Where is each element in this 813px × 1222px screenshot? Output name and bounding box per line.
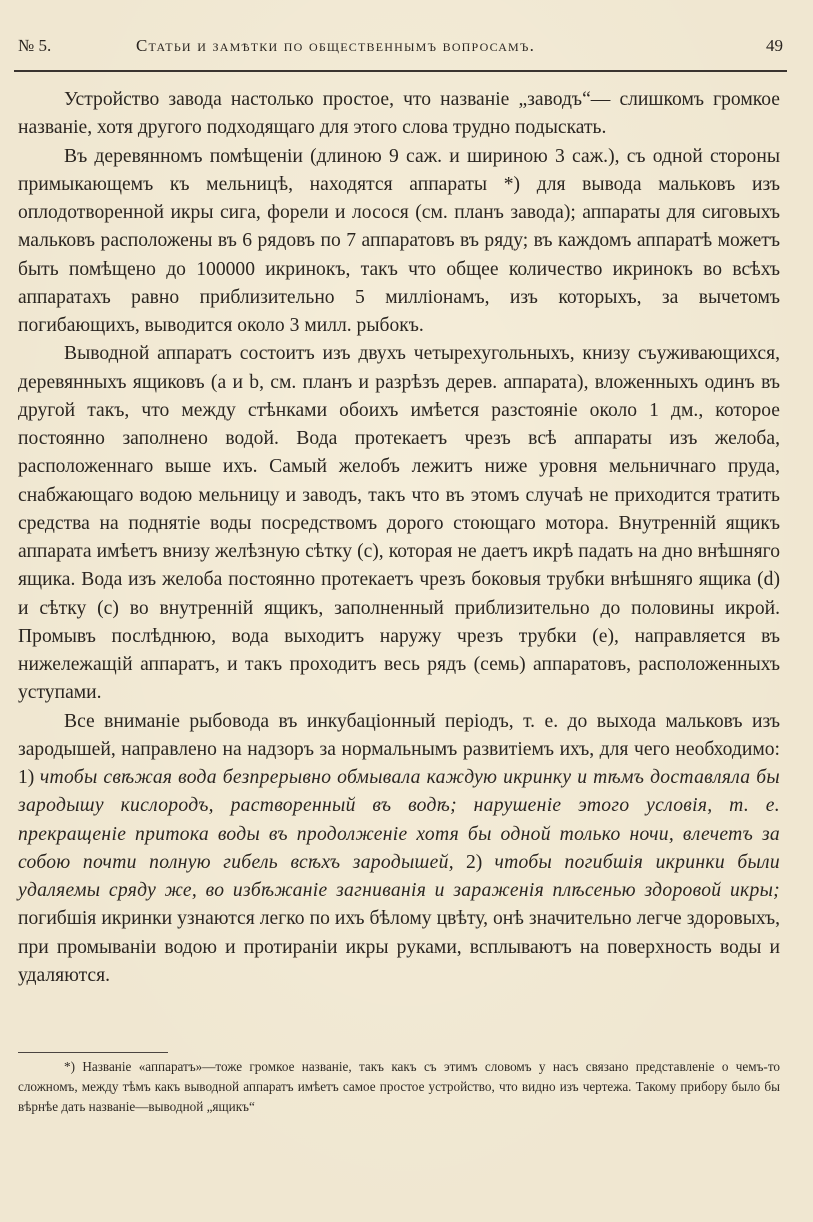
section-title: Статьи и замѣтки по общественнымъ вопросамъ. [136, 36, 536, 55]
article-body [18, 86, 780, 990]
footnote-divider [18, 1052, 168, 1053]
paragraph-4-italic-1: чтобы свѣжая вода безпрерывно обмывала каждую икринку и тѣмъ доставляла бы зародышу кислородъ, растворенный въ водѣ; нарушеніе этого условія, т. е. прекращеніе притока воды въ продолженіе хотя бы одной только ночи, влечетъ за собою почти полную гибель всѣхъ зародышей, [18, 767, 780, 873]
paragraph-4-text-middle: 2) [453, 851, 495, 873]
issue-number: № 5. [18, 36, 52, 55]
paragraph-4-italic-2: чтобы погибшія икринки были удаляемы сряду же, во избѣжаніе загниванія и зараженія плѣсенью здоровой икры; [18, 851, 780, 901]
paragraph-4 [18, 708, 780, 991]
paragraph-3: Выводной аппаратъ состоитъ изъ двухъ четырехугольныхъ, книзу съуживающихся, деревянныхъ ящиковъ (a и b, см. планъ и разрѣзъ дерев. аппарата), вложенныхъ одинъ въ другой такъ, что между стѣнками обоихъ имѣется разстояніе около 1 дм., которое постоянно заполнено водой. Вода протекаетъ чрезъ всѣ аппараты изъ желоба, расположеннаго выше ихъ. Самый желобъ лежитъ ниже уровня мельничнаго пруда, снабжающаго водою мельницу и заводъ, такъ что въ этомъ случаѣ не приходится тратить средства на поднятіе воды посредствомъ дорого стоющаго мотора. Внутренній ящикъ аппарата имѣетъ внизу желѣзную сѣтку (c), которая не даетъ икрѣ падать на дно внѣшняго ящика. Вода изъ желоба постоянно протекаетъ чрезъ боковыя трубки внѣшняго ящика (d) и сѣтку (c) во внутренній ящикъ, заполненный приблизительно до половины икрой. Промывъ послѣднюю, вода выходитъ наружу чрезъ трубки (e), направляется въ нижележащій аппаратъ, и такъ проходитъ весь рядъ (семь) аппаратовъ, расположенныхъ уступами. [18, 343, 780, 704]
paragraph-4-text-before: Все вниманіе рыбовода въ инкубаціонный періодъ, т. е. до выхода мальковъ изъ зародышей, направлено на надзоръ за нормальнымъ развитіемъ ихъ, для чего необходимо: 1) [18, 710, 780, 788]
running-header [18, 36, 783, 66]
footnote-text: *) Названіе «аппаратъ»—тоже громкое названіе, такъ какъ съ этимъ словомъ у насъ связано представленіе о чемъ-то сложномъ, между тѣмъ какъ выводной аппаратъ имѣетъ самое простое устройство, что видно изъ чертежа. Такому прибору было бы вѣрнѣе дать названіе—выводной „ящикъ“ [18, 1059, 780, 1114]
header-divider [14, 70, 787, 72]
paragraph-4-text-after: погибшія икринки узнаются легко по ихъ бѣлому цвѣту, онѣ значительно легче здоровыхъ, при промываніи водою и протираніи икры руками, всплываютъ на поверхность воды и удаляются. [18, 908, 780, 986]
paragraph-1: Устройство завода настолько простое, что названіе „заводъ“— слишкомъ громкое названіе, хотя другого подходящаго для этого слова трудно подыскать. [18, 89, 780, 139]
page-number: 49 [766, 36, 783, 55]
paragraph-2: Въ деревянномъ помѣщеніи (длиною 9 саж. и шириною 3 саж.), съ одной стороны примыкающемъ къ мельницѣ, находятся аппараты *) для вывода мальковъ изъ оплодотворенной икры сига, форели и лосося (см. планъ завода); аппараты для сиговыхъ мальковъ расположены въ 6 рядовъ по 7 аппаратовъ въ ряду; въ каждомъ аппаратѣ можетъ быть помѣщено до 100000 икринокъ, такъ что общее количество икринокъ во всѣхъ аппаратахъ равно приблизительно 5 милліонамъ, изъ которыхъ, за вычетомъ погибающихъ, выводится около 3 милл. рыбокъ. [18, 145, 780, 336]
footnote [18, 1057, 780, 1117]
